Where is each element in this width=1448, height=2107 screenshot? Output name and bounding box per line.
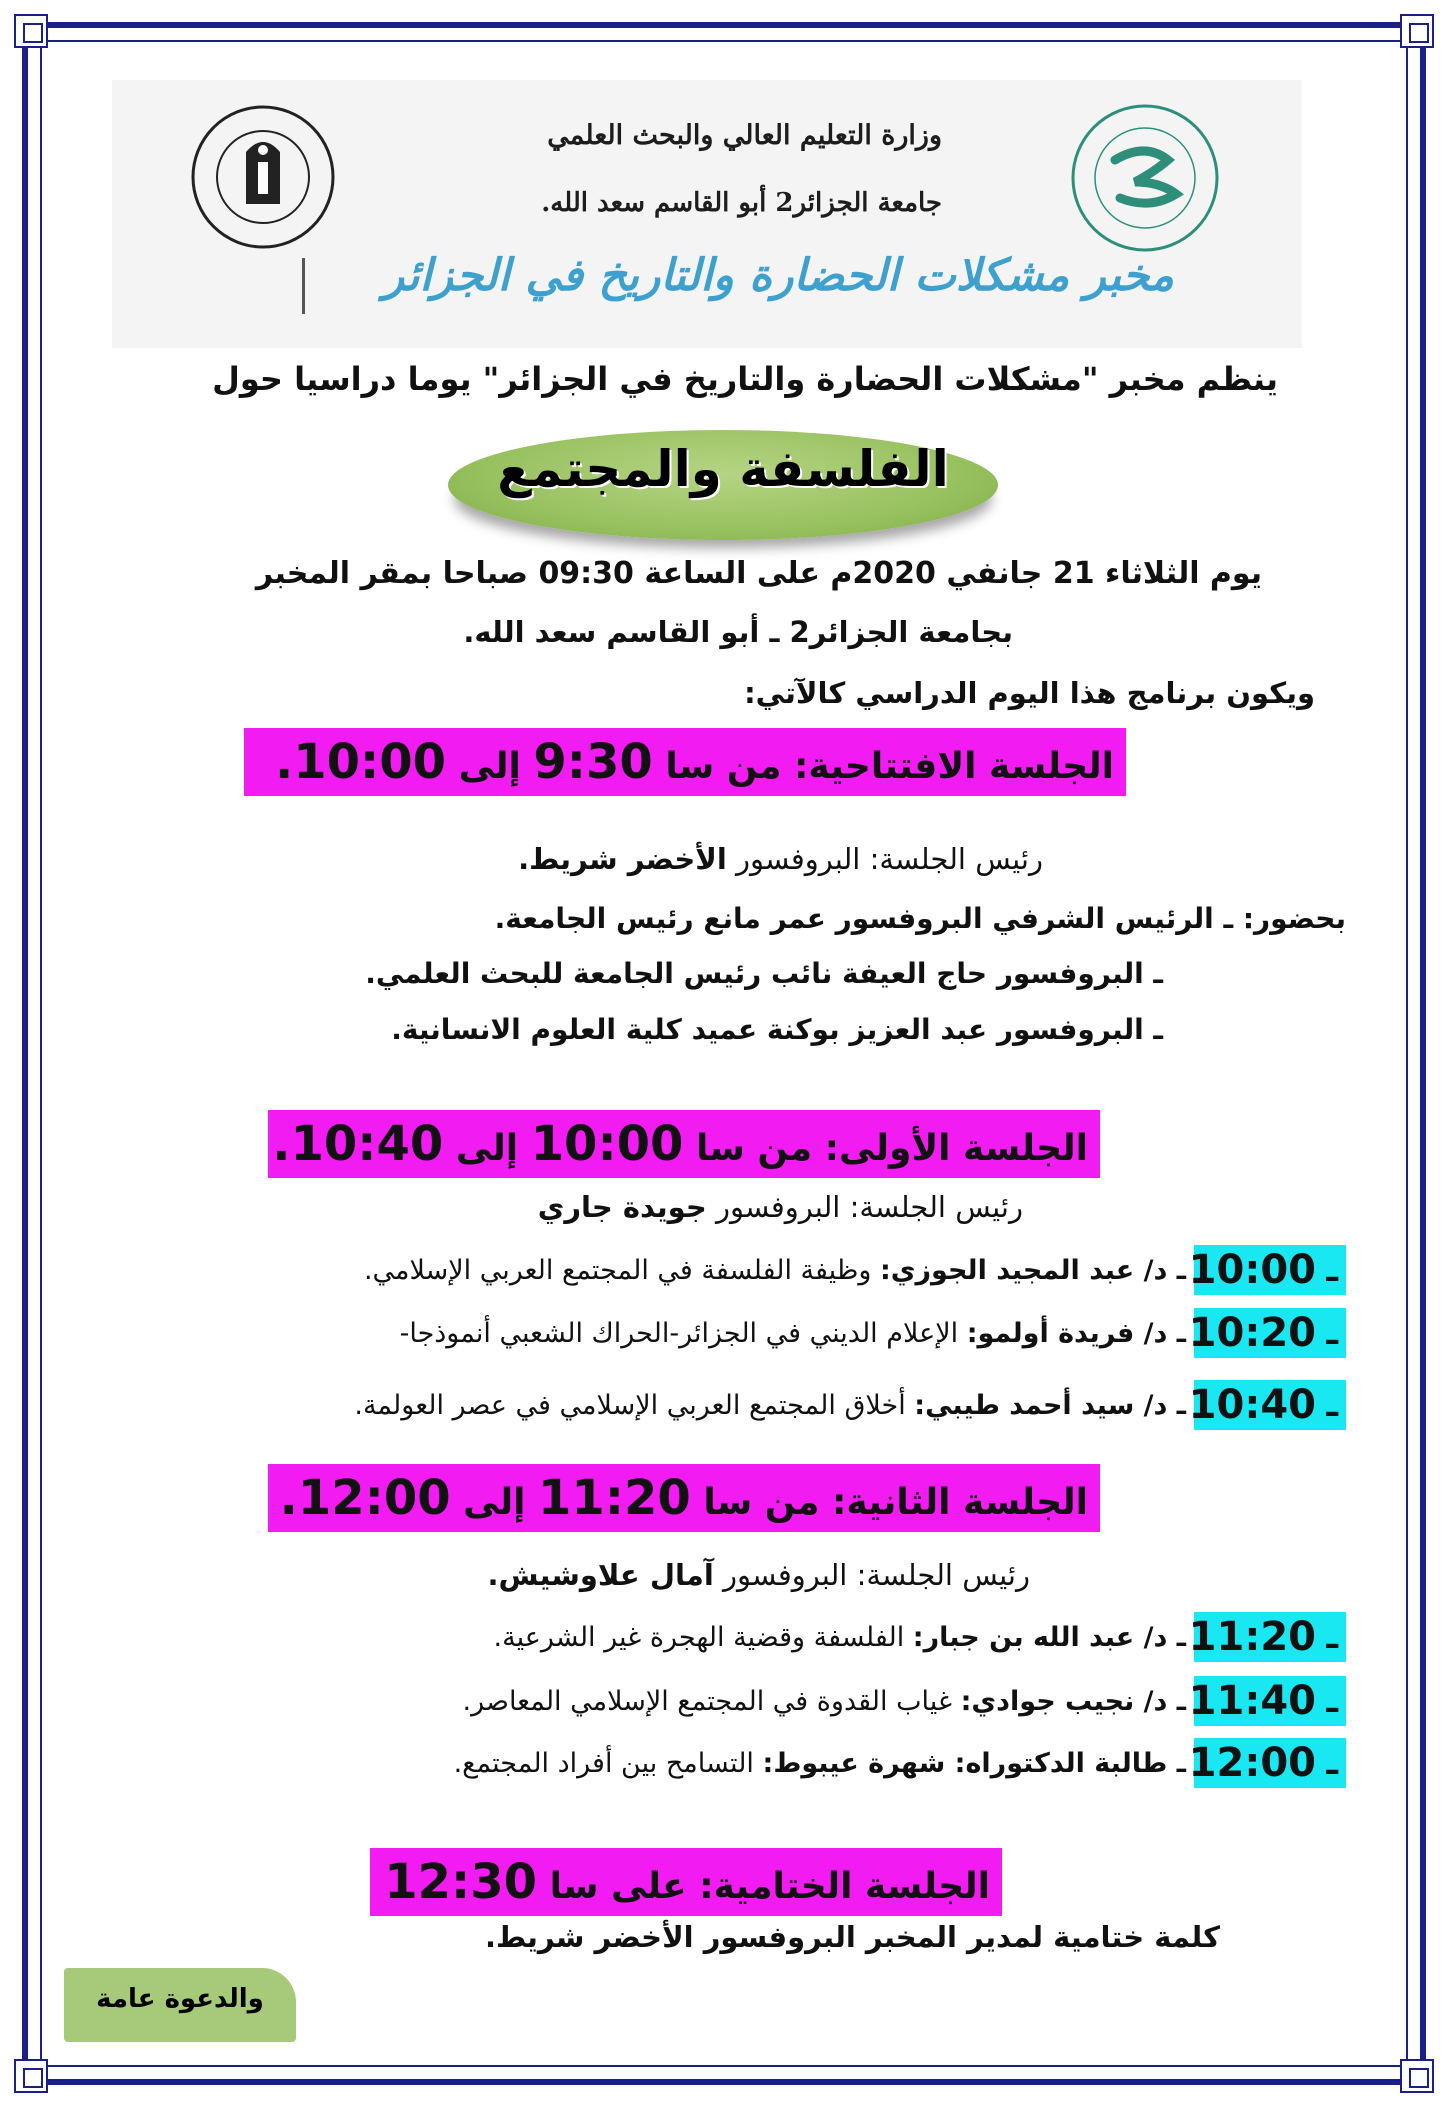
talk-topic: الفلسفة وقضية الهجرة غير الشرعية. <box>493 1621 913 1653</box>
talk-topic: وظيفة الفلسفة في المجتمع العربي الإسلامي. <box>363 1254 880 1286</box>
talk-speaker: ـ د/ سيد أحمد طيبي: <box>914 1389 1186 1421</box>
opening-session-heading <box>244 728 1126 796</box>
talk-time: ـ 10:00 <box>1194 1245 1346 1295</box>
session-to-label: إلى <box>450 1482 538 1523</box>
session-label: الجلسة الافتتاحية: من سا <box>652 746 1114 787</box>
talk-topic: غياب القدوة في المجتمع الإسلامي المعاصر. <box>462 1685 961 1717</box>
session-end: 12:00. <box>279 1470 451 1526</box>
chair-name: جويدة جاري <box>537 1190 707 1224</box>
event-venue: بجامعة الجزائر2 ـ أبو القاسم سعد الله. <box>463 615 1013 649</box>
program-intro: ويكون برنامج هذا اليوم الدراسي كالآتي: <box>744 676 1315 710</box>
university-name: جامعة الجزائر2 أبو القاسم سعد الله. <box>541 188 942 218</box>
corner-ornament <box>14 14 48 48</box>
closing-speech: كلمة ختامية لمدير المخبر البروفسور الأخضر شريط. <box>484 1920 1220 1954</box>
talk-topic: أخلاق المجتمع العربي الإسلامي في عصر العولمة. <box>354 1389 915 1421</box>
session-to-label: إلى <box>446 746 534 787</box>
session-start: 9:30 <box>533 734 653 790</box>
talk-item <box>400 1308 1346 1358</box>
attendance-item: ـ البروفسور عبد العزيز بوكنة عميد كلية العلوم الانسانية. <box>391 1013 1163 1046</box>
talk-time: ـ 10:40 <box>1194 1380 1346 1430</box>
lab-logo <box>178 92 348 262</box>
talk-speaker: ـ د/ عبد المجيد الجوزي: <box>879 1254 1186 1286</box>
invitation-text: والدعوة عامة <box>96 1984 264 2014</box>
session-chair: رئيس الجلسة: البروفسور الأخضر شريط. <box>518 842 1043 876</box>
talk-topic: الإعلام الديني في الجزائر-الحراك الشعبي أنموذجا- <box>399 1317 967 1349</box>
talk-speaker: ـ د/ فريدة أولمو: <box>966 1317 1186 1349</box>
session-end: 10:00. <box>275 734 447 790</box>
talk-speaker: ـ د/ عبد الله بن جبار: <box>912 1621 1186 1653</box>
talk-item <box>463 1676 1346 1726</box>
event-title: الفلسفة والمجتمع <box>497 440 949 498</box>
session-start: 10:00 <box>530 1116 684 1172</box>
attendance-item: بحضور: ـ الرئيس الشرفي البروفسور عمر مانع رئيس الجامعة. <box>494 902 1346 935</box>
event-date: يوم الثلاثاء 21 جانفي 2020م على الساعة 09:30 صباحا بمقر المخبر <box>255 556 1262 591</box>
talk-item <box>494 1612 1346 1662</box>
session-chair: رئيس الجلسة: البروفسور جويدة جاري <box>537 1190 1023 1224</box>
corner-ornament <box>14 2059 48 2093</box>
session-label: الجلسة الثانية: من سا <box>690 1482 1088 1523</box>
talk-item <box>454 1738 1346 1788</box>
letterhead <box>112 80 1302 348</box>
talk-time: ـ 11:20 <box>1194 1612 1346 1662</box>
session-start: 11:20 <box>537 1470 691 1526</box>
intro-text: ينظم مخبر "مشكلات الحضارة والتاريخ في الجزائر" يوما دراسيا حول <box>212 360 1278 398</box>
talk-speaker: ـ د/ نجيب جوادي: <box>960 1685 1186 1717</box>
session-label: الجلسة الختامية: على سا <box>537 1866 990 1907</box>
session-end: 10:40. <box>272 1116 444 1172</box>
talk-time: ـ 11:40 <box>1194 1676 1346 1726</box>
session-start: 12:30 <box>384 1854 538 1910</box>
divider <box>302 258 305 314</box>
first-session-heading <box>268 1110 1100 1178</box>
corner-ornament <box>1400 2059 1434 2093</box>
talk-time: ـ 12:00 <box>1194 1738 1346 1788</box>
talk-time: ـ 10:20 <box>1194 1308 1346 1358</box>
university-logo <box>1060 98 1230 258</box>
talk-item <box>364 1245 1346 1295</box>
lab-name: مخبر مشكلات الحضارة والتاريخ في الجزائر <box>382 250 1174 301</box>
ministry-name: وزارة التعليم العالي والبحث العلمي <box>547 120 942 151</box>
chair-name: آمال علاوشيش. <box>487 1558 714 1592</box>
talk-speaker: ـ طالبة الدكتوراه: شهرة عيبوط: <box>762 1747 1186 1779</box>
talk-item <box>354 1380 1346 1430</box>
talk-topic: التسامح بين أفراد المجتمع. <box>453 1747 763 1779</box>
session-to-label: إلى <box>443 1128 531 1169</box>
corner-ornament <box>1400 14 1434 48</box>
second-session-heading <box>268 1464 1100 1532</box>
session-label: الجلسة الأولى: من سا <box>683 1128 1088 1169</box>
closing-session-heading <box>370 1848 1002 1916</box>
attendance-item: ـ البروفسور حاج العيفة نائب رئيس الجامعة للبحث العلمي. <box>365 957 1163 990</box>
chair-name: الأخضر شريط. <box>518 842 727 876</box>
session-chair: رئيس الجلسة: البروفسور آمال علاوشيش. <box>487 1558 1030 1592</box>
